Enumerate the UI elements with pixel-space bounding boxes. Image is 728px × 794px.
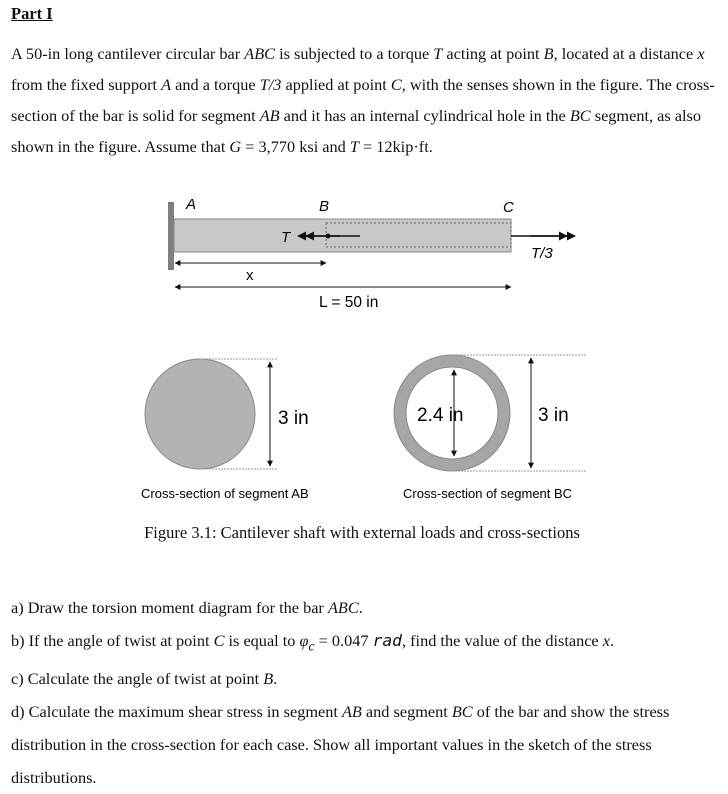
caption-segment-ab: Cross-section of segment AB bbox=[141, 486, 309, 501]
label-outer-diameter: 3 in bbox=[538, 405, 569, 426]
torque-t-origin bbox=[326, 234, 331, 239]
question-c: c) Calculate the angle of twist at point B. bbox=[11, 669, 278, 689]
label-dimension-x: x bbox=[246, 267, 254, 284]
label-torque-t3: T/3 bbox=[531, 245, 553, 262]
label-torque-t: T bbox=[281, 229, 291, 246]
label-point-c: C bbox=[503, 199, 514, 216]
label-inner-diameter: 2.4 in bbox=[417, 405, 464, 426]
part-heading: Part I bbox=[11, 4, 53, 23]
question-d: d) Calculate the maximum shear stress in segment AB and segment BC of the bar and show the stress distribution in the cross-section for each case. Show all important values in the sketch of the stress distributions. bbox=[11, 702, 670, 788]
question-list bbox=[11, 591, 723, 794]
fixed-support-wall bbox=[168, 202, 174, 270]
label-point-b: B bbox=[319, 198, 330, 215]
figure-caption: Figure 3.1: Cantilever shaft with external loads and cross-sections bbox=[144, 523, 580, 542]
label-solid-diameter: 3 in bbox=[278, 408, 309, 429]
caption-segment-bc: Cross-section of segment BC bbox=[403, 486, 573, 501]
solid-cross-section bbox=[145, 359, 255, 469]
question-b: b) If the angle of twist at point C is equal to $\varphi_c = 0.047$ rad, find the value of the distance x. bbox=[11, 631, 615, 654]
label-point-a: A bbox=[186, 196, 197, 213]
problem-statement: A 50-in long cantilever circular bar ABC is subjected to a torque T acting at point B, located at a distance x from the fixed support A and a torque T/3 applied at point C, with the senses shown in the figure. The cross-section of the bar is solid for segment AB and it has an internal cylindrical hole in the BC segment, as also shown in the figure. Assume that G = 3,770 ksi and T = 12kip·ft. bbox=[11, 44, 715, 156]
label-length: L = 50 in bbox=[319, 294, 379, 311]
question-a: a) Draw the torsion moment diagram for the bar ABC. bbox=[11, 598, 363, 617]
cantilever-figure bbox=[0, 180, 728, 510]
